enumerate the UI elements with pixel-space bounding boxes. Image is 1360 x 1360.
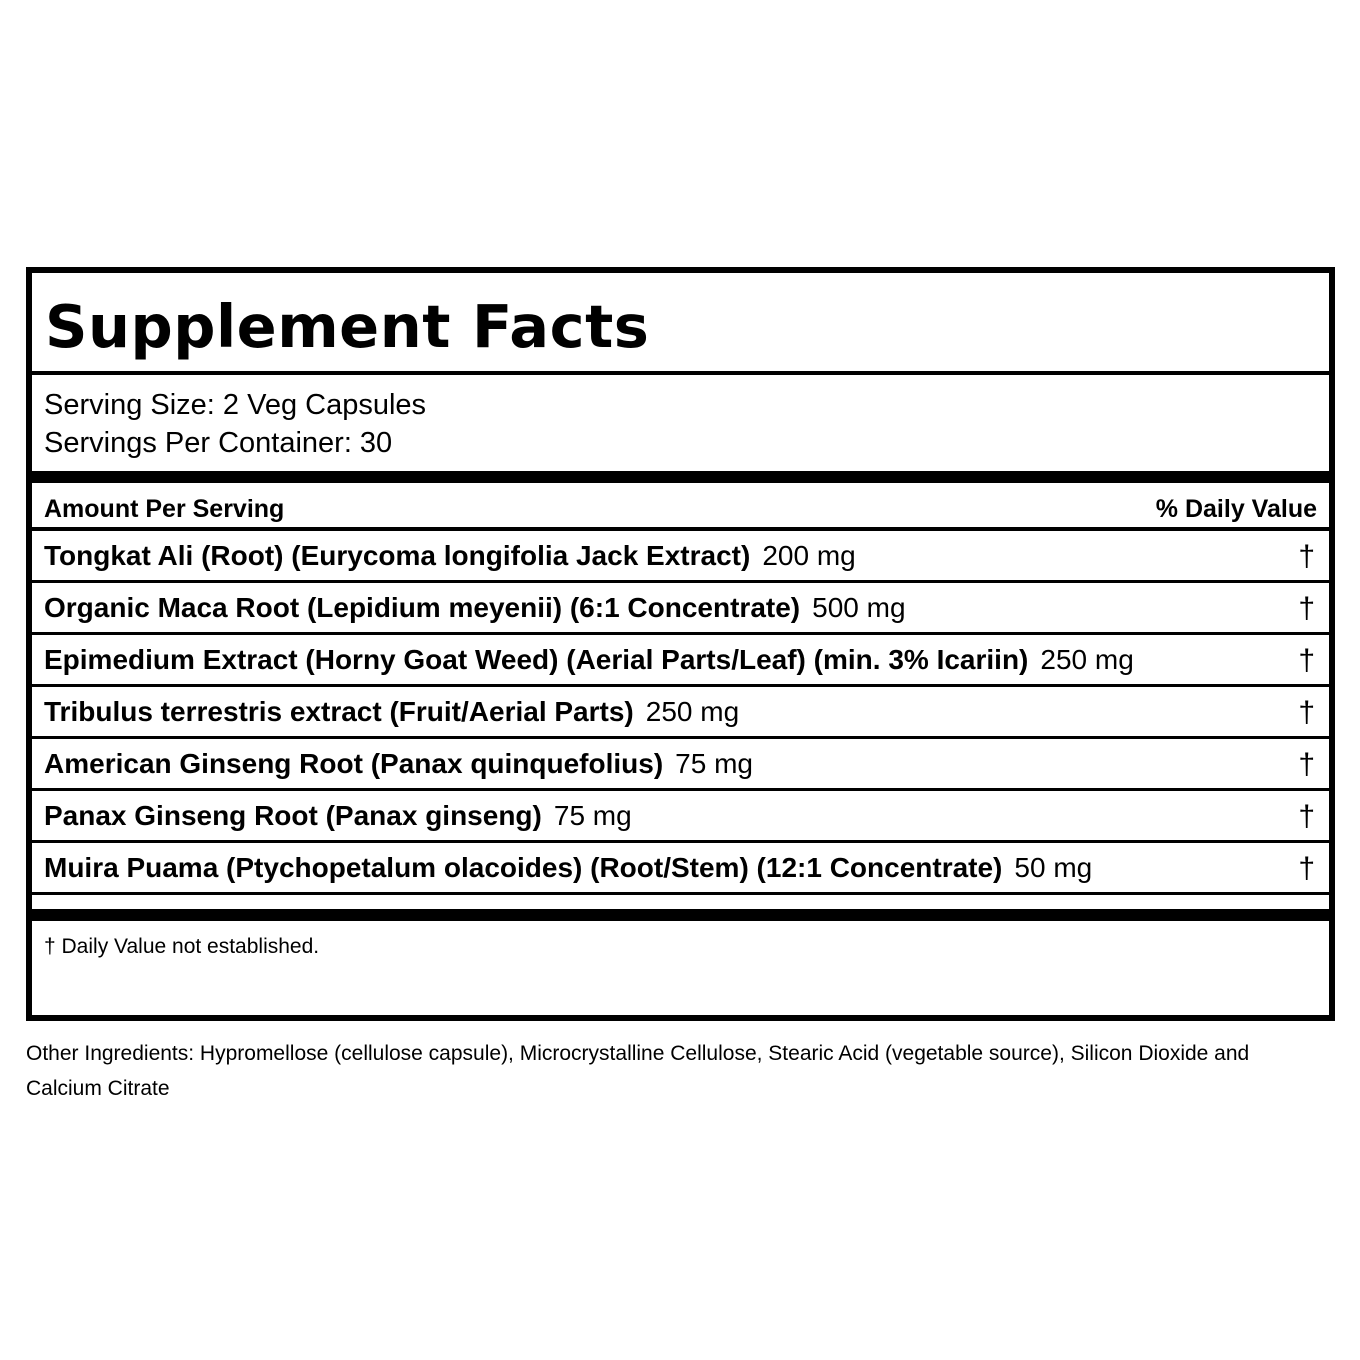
ingredient-name: Epimedium Extract (Horny Goat Weed) (Aerial Parts/Leaf) (min. 3% Icariin) [44,644,1029,675]
serving-size: Serving Size: 2 Veg Capsules [44,389,427,421]
daily-value-dagger: † [1298,748,1315,781]
ingredient-row [32,791,1329,843]
panel-title: Supplement Facts [45,292,650,361]
amount-per-serving-label: Amount Per Serving [44,495,285,523]
ingredient-amount: 200 mg [762,540,856,571]
daily-value-dagger: † [1298,852,1315,885]
supplement-facts-panel [26,267,1335,1021]
title-section [32,273,1329,375]
thick-divider-top [32,471,1329,483]
thick-divider-bottom [32,909,1329,921]
ingredient-name: Tribulus terrestris extract (Fruit/Aerial Parts) [44,696,634,727]
ingredient-amount: 50 mg [1014,852,1093,883]
ingredient-row [32,687,1329,739]
ingredient-row [32,843,1329,895]
daily-value-dagger: † [1298,592,1315,625]
ingredient-row [32,531,1329,583]
ingredient-name: Muira Puama (Ptychopetalum olacoides) (Root/Stem) (12:1 Concentrate) [44,852,1003,883]
ingredient-list [32,531,1329,895]
other-ingredients: Other Ingredients: Hypromellose (cellulose capsule), Microcrystalline Cellulose, Stearic Acid (vegetable source), Silicon Dioxide and Calcium Citrate [26,1042,1250,1100]
ingredient-amount: 500 mg [812,592,906,623]
daily-value-footnote: † Daily Value not established. [44,935,320,958]
ingredient-row [32,635,1329,687]
servings-per-container: Servings Per Container: 30 [44,427,393,459]
ingredient-amount: 75 mg [553,800,632,831]
ingredient-amount: 75 mg [675,748,753,779]
ingredient-amount: 250 mg [645,696,740,727]
ingredient-name: Tongkat Ali (Root) (Eurycoma longifolia Jack Extract) [44,540,751,571]
ingredient-name: Panax Ginseng Root (Panax ginseng) [44,800,542,831]
daily-value-dagger: † [1298,800,1315,833]
serving-info-section [32,375,1329,471]
ingredient-row [32,583,1329,635]
daily-value-header: % Daily Value [1155,495,1317,523]
amount-header-row [32,483,1329,531]
ingredient-name: Organic Maca Root (Lepidium meyenii) (6:1 Concentrate) [44,592,801,623]
ingredient-amount: 250 mg [1040,644,1134,675]
ingredient-row [32,739,1329,791]
ingredient-name: American Ginseng Root (Panax quinquefolius) [44,748,664,779]
daily-value-dagger: † [1298,696,1315,729]
daily-value-dagger: † [1298,644,1315,677]
daily-value-dagger: † [1298,540,1315,573]
